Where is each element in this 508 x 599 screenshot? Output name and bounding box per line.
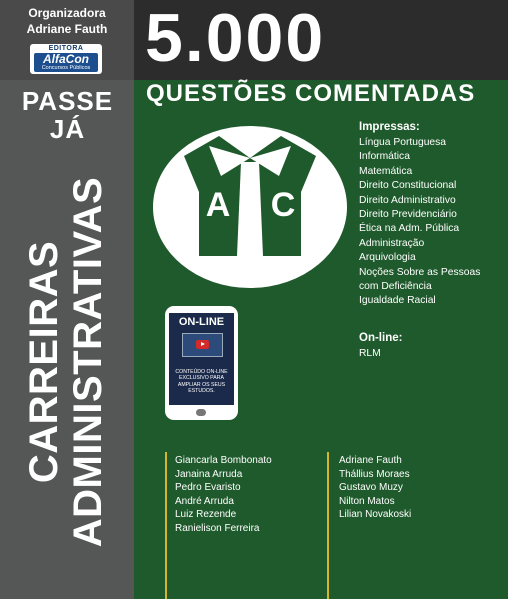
author-name: Nilton Matos — [339, 495, 395, 507]
phone-home-button — [196, 409, 206, 416]
list-item: Direito Administrativo — [359, 194, 456, 206]
author-divider-right — [327, 452, 329, 599]
author-name: Luiz Rezende — [175, 509, 237, 521]
organizer-name: Adriane Fauth — [26, 22, 108, 36]
printed-subject-list — [359, 136, 499, 309]
list-item: Direito Previdenciário — [359, 209, 457, 221]
publisher-brand-name: AlfaCon — [43, 52, 89, 66]
author-name: André Arruda — [175, 495, 234, 507]
title-line-2: ADMINISTRATIVAS — [66, 176, 110, 548]
author-name: Thállius Moraes — [339, 468, 410, 480]
list-item: Direito Constitucional — [359, 180, 457, 192]
tie-icon — [237, 162, 263, 256]
author-name: Gustavo Muzy — [339, 482, 403, 494]
printed-title: Impressas: — [359, 121, 420, 133]
publisher-brand — [34, 53, 98, 72]
author-name: Giancarla Bombonato — [175, 455, 272, 466]
phone-note: CONTEÚDO ON-LINE EXCLUSIVO PARA AMPLIAR OS SEUS ESTUDOS. — [175, 369, 228, 395]
author-name: Ranielison Ferreira — [175, 522, 260, 534]
list-item: Administração — [359, 237, 425, 249]
phone-online-label: ON-LINE — [178, 316, 225, 328]
logo-letter-c: C — [270, 186, 296, 224]
question-count: 5.000 — [145, 0, 326, 76]
cover-subtitle: QUESTÕES COMENTADAS — [146, 80, 476, 107]
play-icon — [196, 340, 209, 349]
author-name: Lilian Novakoski — [339, 509, 412, 521]
phone-screen — [169, 313, 234, 405]
author-name: Adriane Fauth — [339, 455, 402, 466]
online-title: On-line: — [359, 332, 403, 344]
list-item: Língua Portuguesa — [359, 137, 447, 148]
list-item: Ética na Adm. Pública — [359, 223, 460, 235]
series-ja: JÁ — [49, 114, 86, 144]
list-item: Matemática — [359, 165, 413, 177]
author-divider-left — [165, 452, 167, 599]
author-name: Pedro Evaristo — [175, 482, 241, 494]
author-list-right — [339, 454, 411, 522]
author-name: Janaina Arruda — [175, 468, 243, 480]
list-item: RLM — [359, 348, 381, 359]
logo-letter-a: A — [205, 186, 231, 224]
phone-illustration — [165, 306, 238, 420]
list-item: Arquivologia — [359, 252, 416, 264]
online-subject-list — [359, 347, 381, 361]
publisher-label: EDITORA — [48, 45, 84, 52]
series-passe: PASSE — [21, 86, 114, 116]
list-item: Informática — [359, 151, 410, 163]
author-list-left — [175, 454, 272, 536]
title-line-1: CARREIRAS — [22, 240, 66, 484]
organizer-label: Organizadora — [28, 6, 106, 20]
publisher-brand-sub: Concursos Públicos — [41, 65, 91, 71]
vertical-title — [22, 177, 110, 547]
alfacon-shirt-logo — [151, 124, 349, 290]
list-item: Noções Sobre as Pessoas com Deficiência — [359, 266, 481, 293]
publisher-logo — [30, 44, 102, 74]
video-player-icon — [182, 333, 223, 357]
list-item: Igualdade Racial — [359, 295, 436, 307]
